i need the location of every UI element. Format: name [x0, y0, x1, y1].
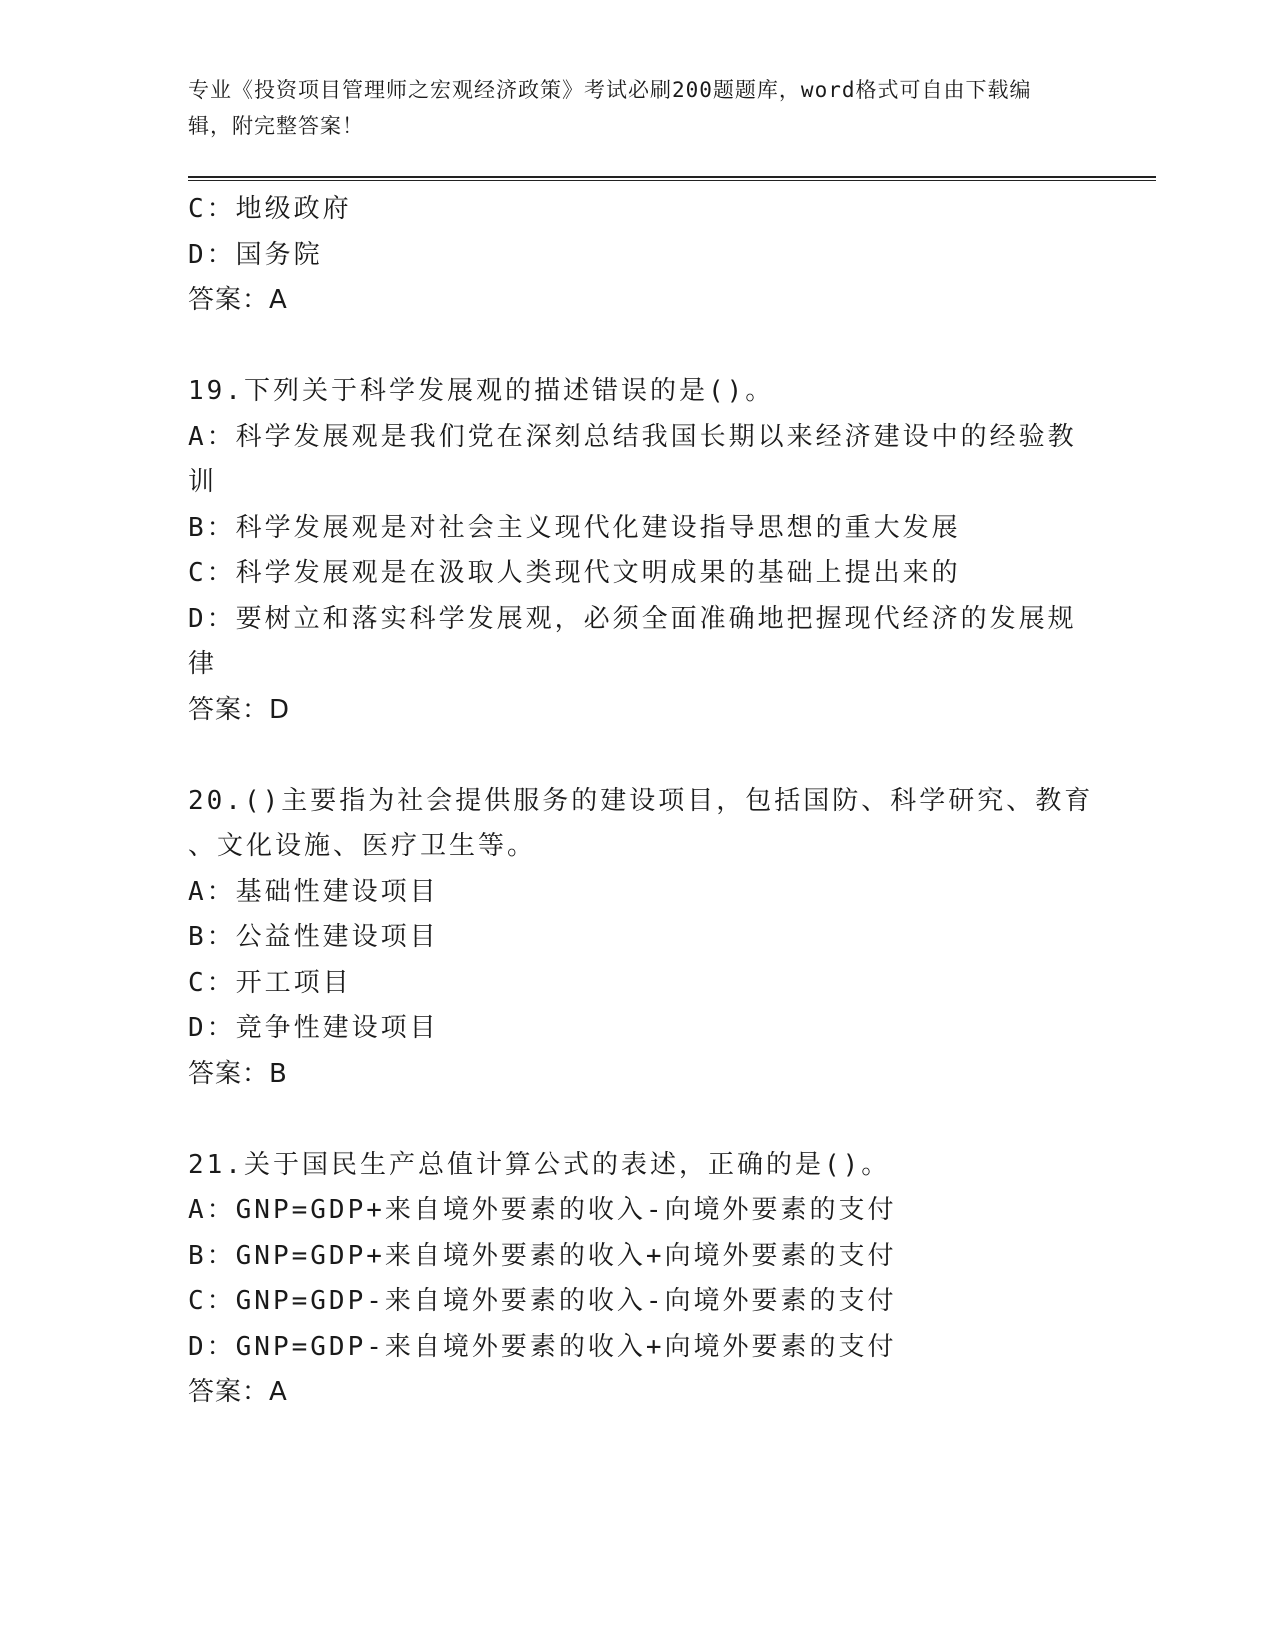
q20-question-line2: 、文化设施、医疗卫生等。	[188, 831, 537, 861]
q19-option-a-line2: 训	[188, 467, 218, 497]
question-21	[188, 1143, 1088, 1416]
question-20	[188, 779, 1094, 1098]
spacer	[188, 1097, 1088, 1143]
q20-option-a: A：基础性建设项目	[188, 876, 439, 907]
q20-answer: 答案：B	[188, 1058, 288, 1089]
q19-option-d-line1: D：要树立和落实科学发展观，必须全面准确地把握现代经济的发展规	[188, 603, 1077, 634]
spacer	[188, 324, 1088, 370]
q20-option-b: B：公益性建设项目	[188, 922, 439, 952]
q19-option-d-line2: 律	[188, 649, 218, 679]
q19-option-b: B：科学发展观是对社会主义现代化建设指导思想的重大发展	[188, 512, 961, 543]
q19-question: 19.下列关于科学发展观的描述错误的是()。	[188, 376, 775, 406]
q19-option-a-line1: A：科学发展观是我们党在深刻总结我国长期以来经济建设中的经验教	[188, 421, 1077, 452]
header-title: 专业《投资项目管理师之宏观经济政策》考试必刷200题题库，word格式可自由下载编辑，附完整答案！	[188, 78, 1032, 138]
q18-option-d: D：国务院	[188, 239, 323, 270]
q21-answer: 答案：A	[188, 1377, 288, 1407]
q18-option-c: C：地级政府	[188, 194, 352, 224]
q21-question: 21.关于国民生产总值计算公式的表述，正确的是()。	[188, 1149, 891, 1180]
q21-option-d: D：GNP=GDP-来自境外要素的收入+向境外要素的支付	[188, 1331, 897, 1362]
q21-option-c: C：GNP=GDP-来自境外要素的收入-向境外要素的支付	[188, 1286, 897, 1316]
q21-option-b: B：GNP=GDP+来自境外要素的收入+向境外要素的支付	[188, 1240, 897, 1271]
spacer	[188, 733, 1088, 779]
header-divider	[188, 176, 1156, 181]
question-18-tail	[188, 187, 1088, 324]
q19-answer: 答案：D	[188, 694, 291, 725]
question-19	[188, 369, 1088, 733]
q19-option-c: C：科学发展观是在汲取人类现代文明成果的基础上提出来的	[188, 558, 961, 588]
q20-option-d: D：竞争性建设项目	[188, 1013, 439, 1043]
q21-option-a: A：GNP=GDP+来自境外要素的收入-向境外要素的支付	[188, 1195, 897, 1225]
document-body	[188, 187, 1094, 1416]
page-header	[188, 72, 1068, 144]
q20-option-c: C：开工项目	[188, 967, 352, 998]
q18-answer: 答案：A	[188, 285, 288, 315]
q20-question-line1: 20.()主要指为社会提供服务的建设项目，包括国防、科学研究、教育	[188, 785, 1094, 816]
